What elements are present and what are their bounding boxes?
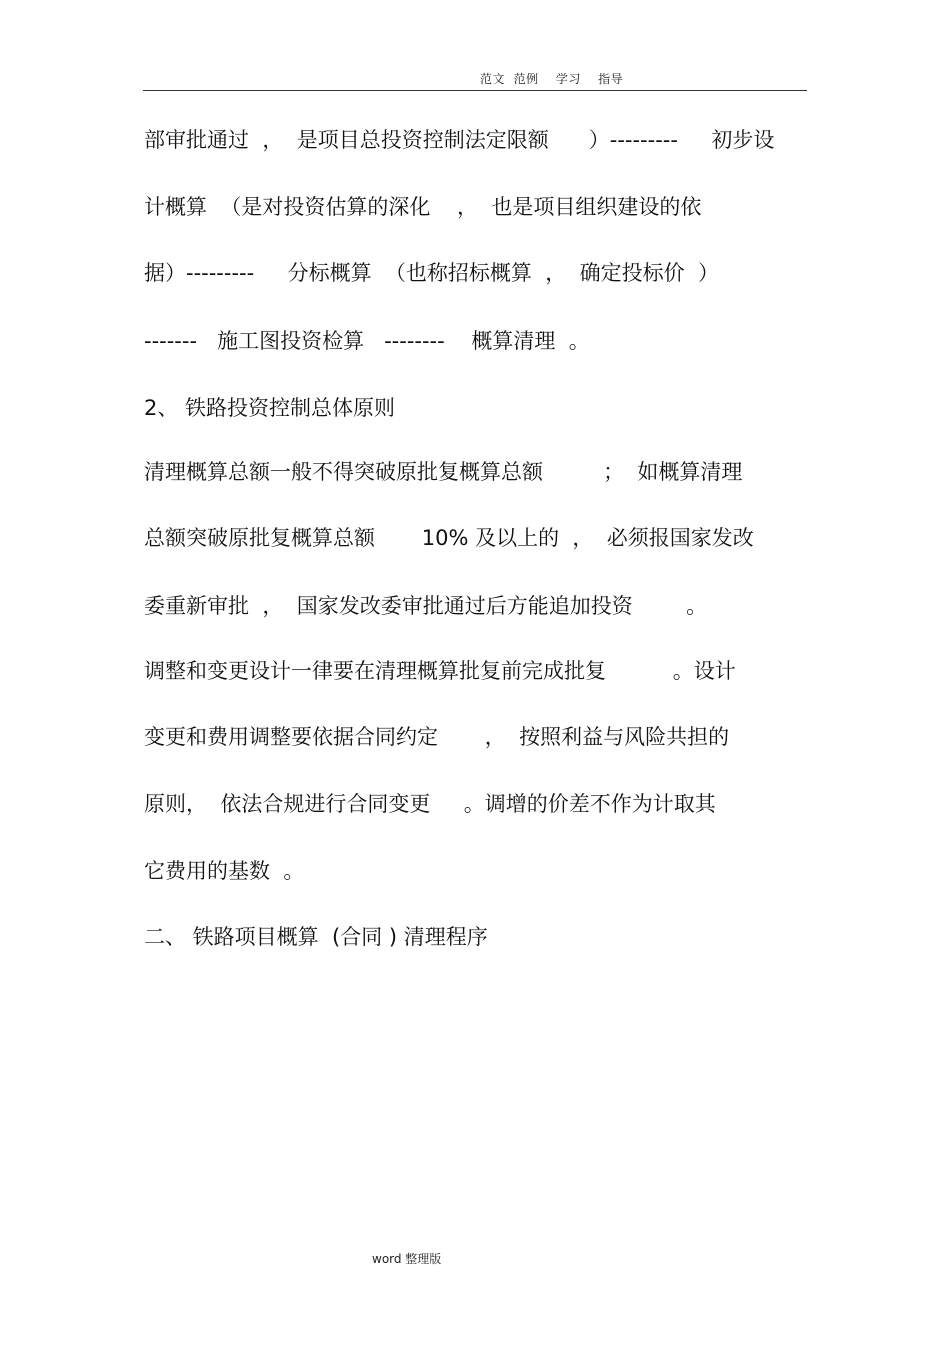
body-line-3: 据）--------- 分标概算 （也称招标概算 ， 确定投标价 ） [144, 261, 719, 285]
body-line-10: 变更和费用调整要依据合同约定 ， 按照利益与风险共担的 [144, 725, 730, 749]
body-line-12: 它费用的基数 。 [144, 859, 305, 883]
page-header [0, 68, 950, 92]
body-line-7: 总额突破原批复概算总额 10% 及以上的 ， 必须报国家发改 [144, 526, 754, 550]
body-line-1: 部审批通过 ， 是项目总投资控制法定限额 ）--------- 初步设 [144, 128, 775, 152]
body-line-8: 委重新审批 ， 国家发改委审批通过后方能追加投资 。 [144, 594, 708, 618]
section-heading-two: 二、 铁路项目概算 (合同 ) 清理程序 [144, 925, 488, 949]
header-text: 范文 范例 学习 指导 [480, 72, 624, 86]
body-line-6: 清理概算总额一般不得突破原批复概算总额 ； 如概算清理 [144, 460, 743, 484]
body-line-9: 调整和变更设计一律要在清理概算批复前完成批复 。设计 [144, 659, 736, 683]
header-divider [143, 90, 807, 91]
page-footer: word 整理版 [372, 1252, 442, 1266]
body-line-2: 计概算 （是对投资估算的深化 ， 也是项目组织建设的依 [144, 195, 702, 219]
section-heading-2: 2、 铁路投资控制总体原则 [144, 396, 396, 420]
body-line-11: 原则， 依法合规进行合同变更 。调增的价差不作为计取其 [144, 792, 716, 816]
body-line-4: ------- 施工图投资检算 -------- 概算清理 。 [144, 329, 590, 353]
